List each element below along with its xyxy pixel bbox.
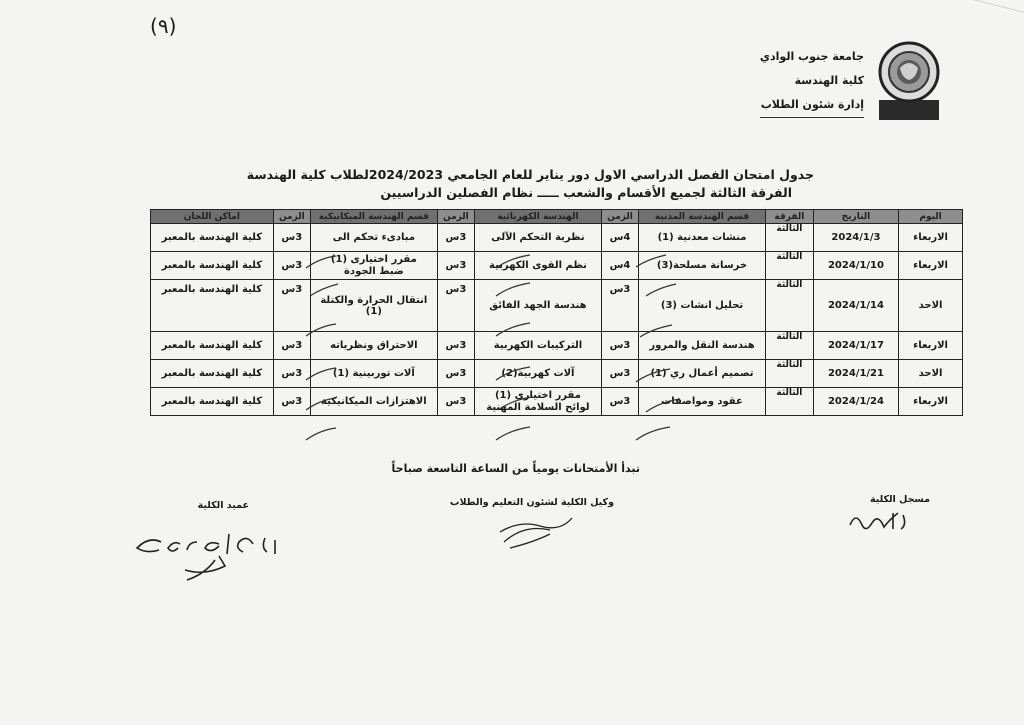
header-electrical: الهندسة الكهربائية — [475, 210, 602, 224]
cell-mechanical-subject: مبادىء تحكم الى — [310, 224, 437, 252]
cell-day: الاحد — [899, 360, 963, 388]
cell-electrical-time: 3س — [437, 388, 474, 416]
cell-day: الاربعاء — [899, 388, 963, 416]
cell-mechanical-subject: الاحتراق ونظرياته — [310, 332, 437, 360]
vice-dean-signature — [490, 512, 580, 552]
cell-level: الثالثة — [765, 360, 813, 388]
header-civil: قسم الهندسة المدنية — [639, 210, 766, 224]
subject-line: لوائح السلامة المهنية — [486, 401, 590, 413]
table-row — [151, 388, 963, 416]
cell-mechanical-subject: آلات توربينية (1) — [310, 360, 437, 388]
cell-date: 2024/1/17 — [813, 332, 898, 360]
cell-mechanical-subject — [310, 252, 437, 280]
cell-level: الثالثة — [765, 332, 813, 360]
header-date: التاريخ — [813, 210, 898, 224]
cell-electrical-time: 3س — [437, 280, 474, 332]
cell-day: الاحد — [899, 280, 963, 332]
cell-civil-subject: عقود ومواصفات — [639, 388, 766, 416]
table-row — [151, 332, 963, 360]
cell-civil-subject: منشات معدنية (1) — [639, 224, 766, 252]
table-row — [151, 360, 963, 388]
cell-civil-time: 4س — [601, 224, 638, 252]
department-name: إدارة شئون الطلاب — [760, 93, 864, 118]
subject-line: مقرر اختيارى (1) — [330, 253, 417, 265]
cell-day: الاربعاء — [899, 224, 963, 252]
cell-electrical-subject: التركيبات الكهربية — [475, 332, 602, 360]
table-row — [151, 280, 963, 332]
cell-day: الاربعاء — [899, 332, 963, 360]
cell-electrical-subject: هندسة الجهد الفائق — [475, 280, 602, 332]
cell-electrical-subject: نظم القوى الكهربية — [475, 252, 602, 280]
cell-civil-subject: تحليل انشات (3) — [639, 280, 766, 332]
cell-civil-time: 4س — [601, 252, 638, 280]
exam-schedule-table — [150, 209, 963, 416]
cell-electrical-time: 3س — [437, 360, 474, 388]
table-row — [151, 224, 963, 252]
cell-mechanical-time: 3س — [273, 224, 310, 252]
cell-electrical-subject: نظرية التحكم الآلى — [475, 224, 602, 252]
header-civil-time: الزمن — [601, 210, 638, 224]
registrar-label: مسجل الكلية — [869, 494, 930, 505]
university-seal-logo — [878, 40, 940, 122]
cell-exam-place: كلية الهندسة بالمعبر — [151, 252, 274, 280]
registrar-signature — [845, 505, 915, 535]
cell-mechanical-time: 3س — [273, 332, 310, 360]
header-level: الفرقة — [765, 210, 813, 224]
cell-level: الثالثة — [765, 280, 813, 332]
cell-electrical-subject: آلات كهربية(2) — [475, 360, 602, 388]
table-row — [151, 252, 963, 280]
cell-electrical-subject — [475, 388, 602, 416]
header-mechanical: قسم الهندسة الميكانيكية — [310, 210, 437, 224]
subject-line: مقرر اختيارى (1) — [494, 389, 581, 401]
cell-level: الثالثة — [765, 388, 813, 416]
cell-exam-place: كلية الهندسة بالمعبر — [151, 360, 274, 388]
cell-exam-place: كلية الهندسة بالمعبر — [151, 280, 274, 332]
document-title — [247, 166, 814, 202]
cell-exam-place: كلية الهندسة بالمعبر — [151, 332, 274, 360]
subject-line: ضبط الجودة — [344, 265, 404, 277]
cell-level: الثالثة — [765, 224, 813, 252]
header-day: اليوم — [899, 210, 963, 224]
cell-civil-time: 3س — [601, 360, 638, 388]
cell-date: 2024/1/21 — [813, 360, 898, 388]
cell-exam-place: كلية الهندسة بالمعبر — [151, 224, 274, 252]
cell-mechanical-time: 3س — [273, 360, 310, 388]
exam-start-note: تبدأ الأمتحانات يومياً من الساعة التاسعة صباحاً — [391, 462, 640, 475]
cell-mechanical-time: 3س — [273, 388, 310, 416]
table-header-row — [151, 210, 963, 224]
header-mechanical-time: الزمن — [273, 210, 310, 224]
cell-date: 2024/1/10 — [813, 252, 898, 280]
cell-mechanical-subject: الاهتزازات الميكانيكية — [310, 388, 437, 416]
header-electrical-time: الزمن — [437, 210, 474, 224]
cell-date: 2024/1/24 — [813, 388, 898, 416]
letterhead — [760, 45, 864, 118]
university-name: جامعة جنوب الوادي — [759, 50, 864, 63]
cell-civil-time: 3س — [601, 332, 638, 360]
cell-mechanical-subject: انتقال الحرارة والكتلة (1) — [310, 280, 437, 332]
dean-signature — [125, 520, 285, 590]
cell-electrical-time: 3س — [437, 252, 474, 280]
cell-day: الاربعاء — [899, 252, 963, 280]
cell-date: 2024/1/14 — [813, 280, 898, 332]
page-number: (٩) — [150, 14, 177, 38]
cell-civil-subject: خرسانة مسلحة(3) — [639, 252, 766, 280]
title-line-2: الفرقة الثالثة لجميع الأقسام والشعب ـــــ نظام الفصلين الدراسيين — [380, 185, 792, 200]
header-exam-place: اماكن اللجان — [151, 210, 274, 224]
cell-date: 2024/1/3 — [813, 224, 898, 252]
cell-mechanical-time: 3س — [273, 252, 310, 280]
cell-level: الثالثة — [765, 252, 813, 280]
cell-electrical-time: 3س — [437, 224, 474, 252]
cell-mechanical-time: 3س — [273, 280, 310, 332]
cell-electrical-time: 3س — [437, 332, 474, 360]
faculty-name: كلية الهندسة — [794, 74, 864, 87]
cell-exam-place: كلية الهندسة بالمعبر — [151, 388, 274, 416]
cell-civil-subject: هندسة النقل والمرور — [639, 332, 766, 360]
vice-dean-label: وكيل الكلية لشئون التعليم والطلاب — [449, 497, 614, 508]
title-line-1: جدول امتحان الفصل الدراسي الاول دور يناير للعام الجامعي 2024/2023لطلاب كلية الهندسة — [246, 167, 814, 182]
cell-civil-time: 3س — [601, 388, 638, 416]
dean-label: عميد الكلية — [197, 500, 249, 511]
cell-civil-time: 3س — [601, 280, 638, 332]
cell-civil-subject: تصميم أعمال ري (1) — [639, 360, 766, 388]
